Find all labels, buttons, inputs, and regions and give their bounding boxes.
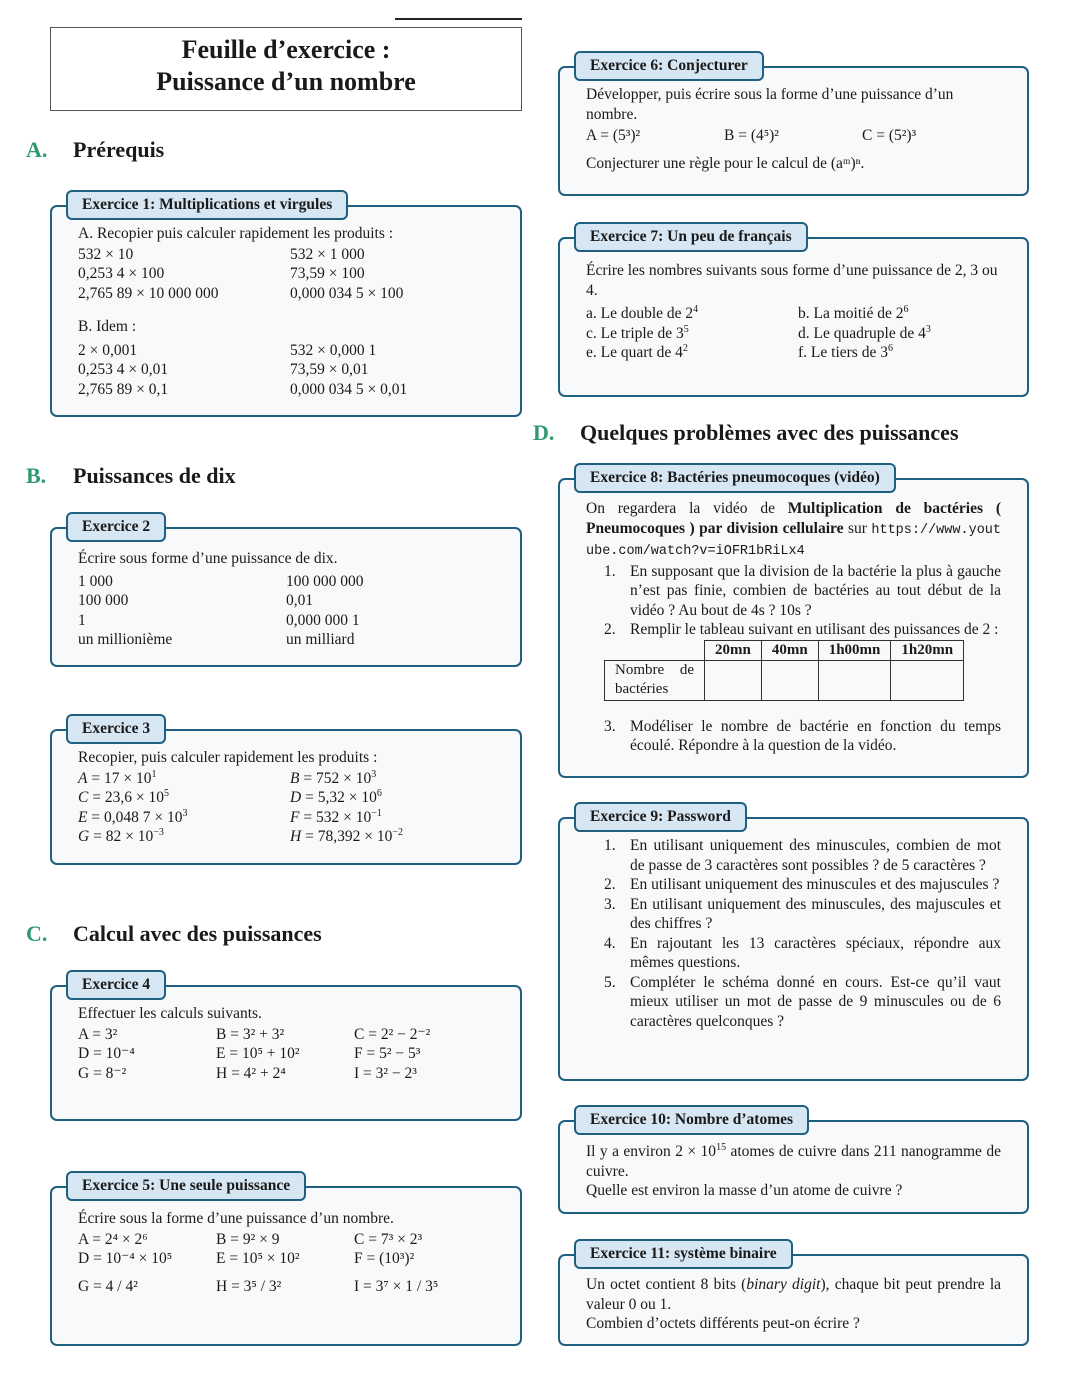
header-rule xyxy=(395,18,522,20)
table-cell xyxy=(761,660,818,700)
exercise-2-box xyxy=(50,518,522,667)
exercise-3-body: Recopier, puis calculer rapidement les produits : $A = 17 \times 10^1$ $B = 752 \times 10^3$ $C = 23,6 \times 10^5$ $D = 5,32 \times 10^6$ E = 0,048 $7 \times 10^3$ $F = 532 \times 10^{-1}$ $G = 82 \times 10^{-3}$ $H = 78,392 \times 10^{-2}$ xyxy=(78,749,403,845)
section-c-heading: C. Calcul avec des puissances xyxy=(26,921,322,946)
exercise-6-label: Exercice 6: Conjecturer xyxy=(574,51,764,81)
question-2: 2. Remplir le tableau suivant en utilisant des puissances de 2 : xyxy=(604,621,999,638)
exercise-11-body: Un octet contient 8 bits (binary digit), chaque bit peut prendre la valeur 0 ou 1. Combien d’octets différents peut-on écrire ? xyxy=(586,1276,1002,1332)
list-item: 4. En rajoutant les 13 caractères spéciaux, répondre aux mêmes questions. xyxy=(604,934,1001,971)
section-a-heading: A. Prérequis xyxy=(26,137,165,162)
bacteria-table: 20mn 40mn 1h00mn 1h20mn Nombre de bactéries xyxy=(604,640,964,701)
exercise-4-body: Effectuer les calculs suivants. A = 3² B = 3² + 3² C = 2² − 2⁻² D = 10⁻⁴ E = 10⁵ + 10² F = 5² − 5³ G = 8⁻² H = 4² + 2⁴ I = 3² − 2³ xyxy=(78,1005,431,1082)
exercise-1-box xyxy=(50,196,522,417)
exercise-10-label: Exercice 10: Nombre d’atomes xyxy=(574,1105,809,1135)
table-cell xyxy=(705,660,762,700)
table-cell xyxy=(818,660,891,700)
video-link[interactable]: https://www.youtube.com/watch?v=iOFR1bRiLx4 xyxy=(586,522,1001,559)
exercise-9-box xyxy=(558,808,1029,1081)
exercise-4-box xyxy=(50,976,522,1121)
exercise-1-label: Exercice 1: Multiplications et virgules xyxy=(66,190,348,220)
exercise-5-body: Écrire sous la forme d’une puissance d’un nombre. A = 2⁴ × 2⁶ B = 9² × 9 C = 7³ × 2³ D = 10⁻⁴ × 10⁵ E = 10⁵ × 10² F = (10³)² G = 4 / 4² H = 3⁵ / 3² I = 3⁷ × 1 / 3⁵ xyxy=(78,1210,439,1295)
exercise-6-body: Développer, puis écrire sous la forme d’une puissance d’un nombre. A = (5³)² B = (4⁵)² C = (5²)³ Conjecturer une règle pour le calcul de (aᵐ)ⁿ. xyxy=(586,86,954,172)
title-line-1: Feuille d’exercice : xyxy=(181,35,391,64)
list-item: 2. En utilisant uniquement des minuscules et des majuscules ? xyxy=(604,876,1000,893)
exercise-2-label: Exercice 2 xyxy=(66,512,166,542)
question-3: 3. Modéliser le nombre de bactérie en fonction du temps écoulé. Répondre à la question de la vidéo. xyxy=(604,717,1001,754)
exercise-5-box xyxy=(50,1177,522,1346)
video-title: Multiplication de bactéries ( Pneumocoques ) par division cellulaire xyxy=(586,500,1002,537)
list-item: 5. Compléter le schéma donné en cours. Est-ce qu’il vaut mieux utiliser un mot de passe de 9 minuscules ou de 6 caractères quelconques ? xyxy=(604,973,1001,1030)
exercise-10-box xyxy=(558,1111,1029,1214)
section-d-heading: D. Quelques problèmes avec des puissances xyxy=(533,420,959,445)
section-b-heading: B. Puissances de dix xyxy=(26,463,236,488)
exercise-10-body: Il y a environ $2 \times 10^{15}$ atomes de cuivre dans 211 nanogramme de cuivre. Quelle est environ la masse d’un atome de cuivre ? xyxy=(586,1142,1002,1199)
exercise-8-body: On regardera la vidéo de Multiplication de bactéries ( Pneumocoques ) par division cellulaire sur https://www.youtube.com/watch?v=iOFR1bRiLx4 1. En supposant que la division de la bactérie la plus à gauche n’est pas finie, combien de bactéries au tout début de la vidéo ? Au bout de 4s ? 10s ? 2. Remplir le tableau suivant en utilisant des puissances de 2 : 20mn 40mn 1h00mn 1h20mn Nombre de bactéries 3. Modéliser le nombre de bactérie en fonction du temps écoulé. Répondre à la question de la vidéo. xyxy=(586,500,1002,754)
exercise-7-box xyxy=(558,228,1029,397)
exercise-11-box xyxy=(558,1245,1029,1346)
exercise-9-body xyxy=(586,836,1001,1031)
exercise-5-label: Exercice 5: Une seule puissance xyxy=(66,1171,306,1201)
exercise-3-label: Exercice 3 xyxy=(66,714,166,744)
exercise-9-label: Exercice 9: Password xyxy=(574,802,747,832)
exercise-4-label: Exercice 4 xyxy=(66,970,166,1000)
exercise-7-body: Écrire les nombres suivants sous forme d’une puissance de 2, 3 ou 4. a. Le double de $2^4$ b. La moitié de $2^6$ c. Le triple de $3^5$ d. Le quadruple de $4^3$ e. Le quart de $4^2$ f. Le tiers de $3^6$ xyxy=(586,262,998,361)
exercise-3-box xyxy=(50,720,522,865)
exercise-8-box xyxy=(558,469,1029,778)
exercise-1-body: A. Recopier puis calculer rapidement les produits : 532 × 10 532 × 1 000 0,253 4 × 100 73,59 × 100 2,765 89 × 10 000 000 0,000 034 5 × 100 B. Idem : 2 × 0,001 532 × 0,000 1 0,253 4 × 0,01 73,59 × 0,01 2,765 89 × 0,1 0,000 034 5 × 0,01 xyxy=(78,225,408,398)
exercise-2-body: Écrire sous forme d’une puissance de dix. 1 000 100 000 000 100 000 0,01 1 0,000 000 1 un millionième un milliard xyxy=(78,550,364,648)
exercise-8-label: Exercice 8: Bactéries pneumocoques (vidéo) xyxy=(574,463,896,493)
question-1: 1. En supposant que la division de la bactérie la plus à gauche n’est pas finie, combien de bactéries au tout début de la vidéo ? Au bout de 4s ? 10s ? xyxy=(604,562,1001,619)
exercise-6-box xyxy=(558,57,1029,196)
list-item: 1. En utilisant uniquement des minuscules, combien de mot de passe de 3 caractères sont possibles ? de 5 caractères ? xyxy=(604,837,1001,874)
list-item: 3. En utilisant uniquement des minuscules, des majuscules et des chiffres ? xyxy=(604,895,1001,932)
table-cell xyxy=(891,660,964,700)
exercise-7-label: Exercice 7: Un peu de français xyxy=(574,222,808,252)
exercise-11-label: Exercice 11: système binaire xyxy=(574,1239,793,1269)
page-title xyxy=(50,27,522,111)
title-line-2: Puissance d’un nombre xyxy=(156,67,416,96)
